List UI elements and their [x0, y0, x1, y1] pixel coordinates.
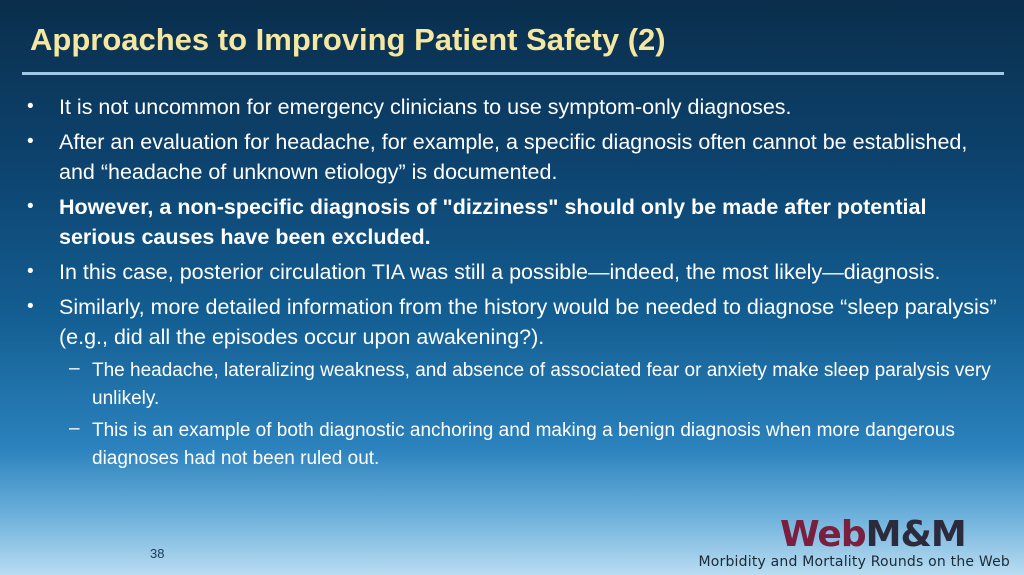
bullet-icon: • — [27, 196, 34, 217]
sub-bullet-item — [22, 417, 997, 473]
bullet-text: Similarly, more detailed information from the history would be needed to diagnose “sleep paralysis” (e.g., did all the episodes occur upon awakening?). — [59, 295, 997, 349]
bullet-icon: • — [27, 261, 34, 282]
bullet-text: It is not uncommon for emergency clinicians to use symptom-only diagnoses. — [59, 95, 792, 119]
bullet-item — [22, 127, 997, 187]
bullet-item — [22, 292, 997, 352]
sub-bullet-text: The headache, lateralizing weakness, and absence of associated fear or anxiety make sleep paralysis very unlikely. — [92, 360, 991, 409]
logo-web-text: Web — [780, 514, 866, 555]
bullet-text: However, a non-specific diagnosis of "dizziness" should only be made after potential serious causes have been excluded. — [59, 195, 927, 249]
bullet-item-emphasis — [22, 192, 997, 252]
page-number: 38 — [150, 546, 165, 561]
bullet-item — [22, 92, 997, 122]
bullet-text: After an evaluation for headache, for example, a specific diagnosis often cannot be established, and “headache of unknown etiology” is documented. — [59, 130, 968, 184]
title-divider — [22, 72, 1004, 75]
slide-title: Approaches to Improving Patient Safety (2) — [30, 22, 666, 57]
dash-icon: – — [69, 358, 80, 379]
bullet-list — [22, 92, 997, 477]
sub-bullet-item — [22, 357, 997, 413]
bullet-text: In this case, posterior circulation TIA was still a possible—indeed, the most likely—diagnosis. — [59, 260, 941, 284]
dash-icon: – — [69, 418, 80, 439]
logo-tagline: Morbidity and Mortality Rounds on the Web — [698, 554, 1010, 570]
logo-mm-text: M&M — [865, 514, 966, 555]
sub-bullet-text: This is an example of both diagnostic anchoring and making a benign diagnosis when more dangerous diagnoses had not been ruled out. — [92, 420, 955, 469]
bullet-icon: • — [27, 96, 34, 117]
logo-wordmark — [780, 514, 966, 555]
webmm-logo — [655, 512, 1010, 572]
bullet-item — [22, 257, 997, 287]
bullet-icon: • — [27, 131, 34, 152]
bullet-icon: • — [27, 296, 34, 317]
